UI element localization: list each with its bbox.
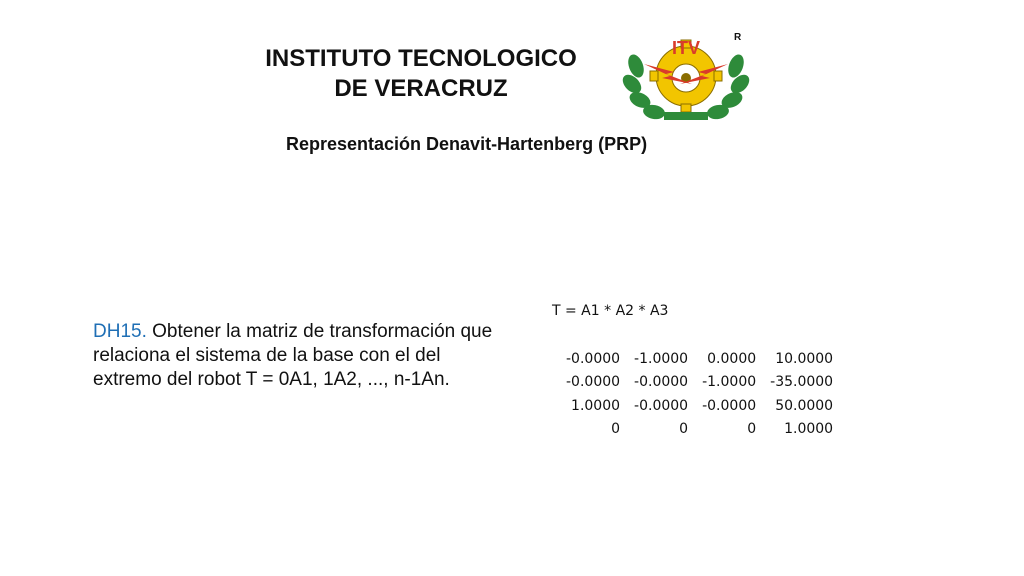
itv-logo (622, 26, 750, 126)
matrix-cell: 0.0000 (707, 350, 757, 367)
problem-statement (93, 320, 493, 392)
matrix-cell: -0.0000 (566, 374, 621, 391)
transform-matrix (566, 347, 833, 441)
transform-equation: T = A1 * A2 * A3 (552, 303, 669, 319)
matrix-row (566, 371, 833, 395)
matrix-cell: -0.0000 (634, 374, 689, 391)
logo-text: ITV (671, 38, 701, 58)
matrix-row (566, 347, 833, 371)
matrix-cell: -0.0000 (702, 397, 757, 414)
matrix-cell: 0 (679, 421, 689, 438)
matrix-cell: 0 (747, 421, 757, 438)
matrix-cell: -1.0000 (702, 374, 757, 391)
matrix-cell: 1.0000 (571, 397, 621, 414)
matrix-row (566, 418, 833, 442)
matrix-cell: -1.0000 (634, 350, 689, 367)
matrix-row (566, 394, 833, 418)
matrix-cell: -35.0000 (770, 374, 834, 391)
institution-title (240, 44, 602, 104)
registered-mark: R (734, 32, 742, 43)
problem-number: DH15. (93, 321, 147, 342)
matrix-cell: -0.0000 (634, 397, 689, 414)
matrix-cell: 50.0000 (775, 397, 834, 414)
problem-text: Obtener la matriz de transformación que relaciona el sistema de la base con el del extremo del robot T = 0A1, 1A2, ..., n-1An. (93, 321, 493, 390)
matrix-cell: -0.0000 (566, 350, 621, 367)
matrix-cell: 10.0000 (775, 350, 834, 367)
slide-subtitle: Representación Denavit-Hartenberg (PRP) (286, 134, 648, 154)
institution-line-1: INSTITUTO TECNOLOGICO (265, 45, 577, 72)
math-output (552, 303, 834, 438)
matrix-cell: 0 (611, 421, 621, 438)
matrix-cell: 1.0000 (784, 421, 834, 438)
institution-line-2: DE VERACRUZ (334, 75, 508, 102)
